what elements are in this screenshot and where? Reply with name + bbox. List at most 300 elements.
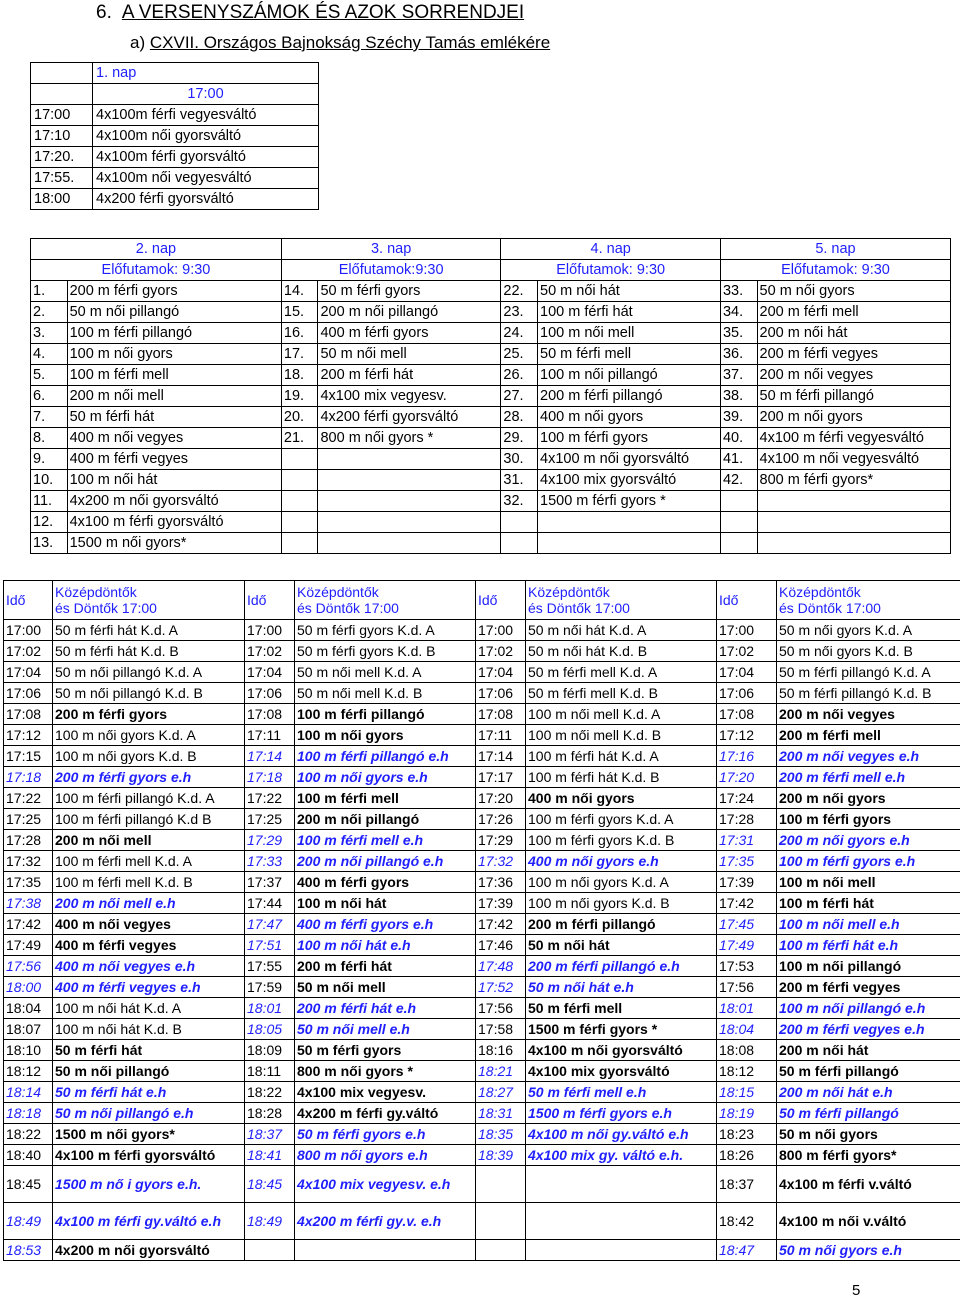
event-cell: 100 m férfi pillangó <box>295 704 476 725</box>
event-name: 4x100 m női gyorsváltó <box>538 449 721 470</box>
time-cell: 17:33 <box>245 851 295 872</box>
event-name: 4x100 mix gyorsváltó <box>538 470 721 491</box>
event-cell: 1500 m nő i gyors e.h. <box>53 1166 245 1203</box>
event-number <box>281 470 318 491</box>
event-cell: 50 m női mell <box>295 977 476 998</box>
event-number: 7. <box>31 407 68 428</box>
prelims-sub-row <box>31 260 951 281</box>
time-cell: 18:09 <box>245 1040 295 1061</box>
time-cell: 17:42 <box>717 893 777 914</box>
table-row <box>4 746 960 767</box>
section-heading <box>96 2 524 24</box>
time-cell: 17:10 <box>31 126 93 147</box>
event-cell: 1500 m férfi gyors e.h <box>526 1103 717 1124</box>
event-name: 100 m női hát <box>67 470 281 491</box>
event-number: 36. <box>720 344 757 365</box>
time-cell: 17:56 <box>4 956 53 977</box>
time-cell: 18:37 <box>717 1166 777 1203</box>
time-header: Idő <box>476 581 526 620</box>
time-cell: 17:42 <box>476 914 526 935</box>
time-cell: 18:04 <box>4 998 53 1019</box>
time-cell: 18:04 <box>717 1019 777 1040</box>
event-name: 200 m férfi pillangó <box>538 386 721 407</box>
time-cell: 18:53 <box>4 1240 53 1261</box>
time-cell: 18:31 <box>476 1103 526 1124</box>
time-cell: 18:15 <box>717 1082 777 1103</box>
event-cell: 200 m férfi mell <box>777 725 960 746</box>
heats-time: Előfutamok: 9:30 <box>720 260 950 281</box>
day1-start-time: 17:00 <box>93 84 319 105</box>
event-cell: 50 m női mell K.d. B <box>295 683 476 704</box>
table-row <box>31 126 319 147</box>
time-cell: 18:42 <box>717 1203 777 1240</box>
table-row <box>31 470 951 491</box>
event-cell: 50 m női gyors K.d. B <box>777 641 960 662</box>
event-cell: 100 m férfi gyors K.d. A <box>526 809 717 830</box>
event-cell: 200 m női gyors e.h <box>777 830 960 851</box>
time-cell: 17:55 <box>245 956 295 977</box>
event-cell: 4x100m férfi gyorsváltó <box>93 147 319 168</box>
event-number: 25. <box>501 344 538 365</box>
event-cell: 50 m férfi gyors K.d. B <box>295 641 476 662</box>
time-cell: 18:12 <box>4 1061 53 1082</box>
event-name <box>318 449 501 470</box>
event-name: 100 m férfi mell <box>67 365 281 386</box>
time-cell: 18:35 <box>476 1124 526 1145</box>
time-cell: 17:17 <box>476 767 526 788</box>
time-cell: 18:01 <box>245 998 295 1019</box>
table-row <box>31 407 951 428</box>
event-cell: 4x100 m női gy.váltó e.h <box>526 1124 717 1145</box>
event-cell: 50 m férfi pillangó K.d. B <box>777 683 960 704</box>
time-cell: 17:53 <box>717 956 777 977</box>
time-cell: 18:00 <box>31 189 93 210</box>
time-cell: 18:23 <box>717 1124 777 1145</box>
event-name: 50 m női pillangó <box>67 302 281 323</box>
event-cell: 4x100 m férfi v.váltó <box>777 1166 960 1203</box>
time-cell: 18:45 <box>245 1166 295 1203</box>
table-row <box>4 977 960 998</box>
event-cell: 100 m női hát e.h <box>295 935 476 956</box>
time-cell: 18:05 <box>245 1019 295 1040</box>
time-cell: 17:31 <box>717 830 777 851</box>
event-name: 50 m férfi gyors <box>318 281 501 302</box>
time-cell: 17:44 <box>245 893 295 914</box>
time-cell: 18:45 <box>4 1166 53 1203</box>
time-cell: 17:00 <box>4 620 53 641</box>
event-cell: 100 m női hát K.d. B <box>53 1019 245 1040</box>
event-cell: 100 m férfi pillangó K.d. A <box>53 788 245 809</box>
time-cell: 17:06 <box>245 683 295 704</box>
event-cell: 100 m női gyors K.d. A <box>526 872 717 893</box>
time-cell: 17:24 <box>717 788 777 809</box>
event-cell: 4x200 férfi gyorsváltó <box>93 189 319 210</box>
event-number: 3. <box>31 323 68 344</box>
section-title: A VERSENYSZÁMOK ÉS AZOK SORRENDJEI <box>121 2 525 23</box>
table-row <box>4 1040 960 1061</box>
event-name: 4x200 férfi gyorsváltó <box>318 407 501 428</box>
time-cell: 17:12 <box>717 725 777 746</box>
event-name <box>318 491 501 512</box>
table-row <box>4 683 960 704</box>
event-number: 34. <box>720 302 757 323</box>
event-number <box>501 512 538 533</box>
event-number: 13. <box>31 533 68 554</box>
table-row <box>4 1103 960 1124</box>
event-cell: 4x100 mix vegyesv. <box>295 1082 476 1103</box>
event-cell: 50 m férfi mell <box>526 998 717 1019</box>
event-cell: 50 m női pillangó K.d. A <box>53 662 245 683</box>
time-cell: 17:29 <box>245 830 295 851</box>
table-row <box>31 491 951 512</box>
table-row <box>31 533 951 554</box>
event-cell: 400 m női gyors <box>526 788 717 809</box>
event-cell: 100 m férfi pillangó e.h <box>295 746 476 767</box>
event-cell: 50 m férfi hát e.h <box>53 1082 245 1103</box>
event-cell: 100 m férfi hát <box>777 893 960 914</box>
event-cell: 100 m női hát <box>295 893 476 914</box>
event-name <box>318 512 501 533</box>
time-cell: 18:28 <box>245 1103 295 1124</box>
table-row <box>4 872 960 893</box>
event-name: 100 m női mell <box>538 323 721 344</box>
event-number: 35. <box>720 323 757 344</box>
event-cell: 200 m férfi hát <box>295 956 476 977</box>
event-name: 4x100 m férfi gyorsváltó <box>67 512 281 533</box>
table-row <box>31 105 319 126</box>
table-row <box>31 168 319 189</box>
time-cell: 18:00 <box>4 977 53 998</box>
session-header-line2: és Döntők 17:00 <box>297 600 399 616</box>
event-name: 400 m férfi vegyes <box>67 449 281 470</box>
table-row <box>4 1203 960 1240</box>
table-row <box>4 788 960 809</box>
session-header <box>53 581 245 620</box>
day-title: 2. nap <box>31 239 282 260</box>
time-cell: 17:39 <box>717 872 777 893</box>
event-number: 32. <box>501 491 538 512</box>
event-cell: 100 m férfi hát K.d. A <box>526 746 717 767</box>
event-number: 1. <box>31 281 68 302</box>
time-cell: 17:08 <box>717 704 777 725</box>
event-cell: 400 m női vegyes e.h <box>53 956 245 977</box>
time-cell <box>476 1166 526 1203</box>
finals-rows <box>4 620 960 1261</box>
event-cell: 100 m női pillangó e.h <box>777 998 960 1019</box>
event-cell: 4x100 m női v.váltó <box>777 1203 960 1240</box>
time-cell: 17:18 <box>4 767 53 788</box>
event-number: 17. <box>281 344 318 365</box>
event-cell: 50 m férfi pillangó <box>777 1103 960 1124</box>
event-name: 100 m férfi pillangó <box>67 323 281 344</box>
prelims-rows <box>31 281 951 554</box>
event-cell: 200 m női mell <box>53 830 245 851</box>
event-cell: 200 m férfi gyors <box>53 704 245 725</box>
event-cell: 100 m női hát K.d. A <box>53 998 245 1019</box>
event-number: 39. <box>720 407 757 428</box>
time-cell: 18:11 <box>245 1061 295 1082</box>
event-cell: 100 m női gyors K.d. B <box>53 746 245 767</box>
time-cell: 17:04 <box>476 662 526 683</box>
time-cell: 17:26 <box>476 809 526 830</box>
event-name: 100 m férfi gyors <box>538 428 721 449</box>
event-name: 100 m férfi hát <box>538 302 721 323</box>
time-cell: 17:06 <box>476 683 526 704</box>
time-cell: 17:35 <box>717 851 777 872</box>
table-row <box>4 1019 960 1040</box>
time-cell <box>476 1240 526 1261</box>
time-cell: 17:20. <box>31 147 93 168</box>
event-cell: 100 m női gyors K.d. A <box>53 725 245 746</box>
time-header: Idő <box>4 581 53 620</box>
event-number: 26. <box>501 365 538 386</box>
table-row <box>4 851 960 872</box>
time-cell: 17:04 <box>245 662 295 683</box>
event-cell <box>526 1203 717 1240</box>
event-name <box>318 470 501 491</box>
table-row <box>31 323 951 344</box>
event-name: 200 m férfi gyors <box>67 281 281 302</box>
time-cell: 17:56 <box>476 998 526 1019</box>
time-cell: 17:35 <box>4 872 53 893</box>
time-cell: 18:40 <box>4 1145 53 1166</box>
event-number <box>281 533 318 554</box>
day-title: 3. nap <box>281 239 501 260</box>
day-title: 5. nap <box>720 239 950 260</box>
event-cell: 100 m férfi mell K.d. A <box>53 851 245 872</box>
event-cell: 200 m férfi hát e.h <box>295 998 476 1019</box>
time-cell: 18:49 <box>245 1203 295 1240</box>
table-row <box>4 767 960 788</box>
table-row <box>31 428 951 449</box>
time-cell: 17:45 <box>717 914 777 935</box>
session-header <box>526 581 717 620</box>
event-name: 1500 m férfi gyors * <box>538 491 721 512</box>
event-cell: 400 m férfi vegyes e.h <box>53 977 245 998</box>
event-number: 31. <box>501 470 538 491</box>
event-cell: 100 m női gyors K.d. B <box>526 893 717 914</box>
session-header <box>777 581 960 620</box>
event-name <box>538 512 721 533</box>
heats-time: Előfutamok:9:30 <box>281 260 501 281</box>
time-cell: 17:20 <box>717 767 777 788</box>
session-header-line2: és Döntők 17:00 <box>528 600 630 616</box>
event-cell: 50 m női pillangó K.d. B <box>53 683 245 704</box>
time-cell: 17:02 <box>476 641 526 662</box>
event-cell: 4x100m női vegyesváltó <box>93 168 319 189</box>
event-cell: 100 m férfi gyors e.h <box>777 851 960 872</box>
time-cell: 17:11 <box>476 725 526 746</box>
time-cell: 18:07 <box>4 1019 53 1040</box>
event-name: 200 m női gyors <box>757 407 950 428</box>
event-cell: 50 m férfi pillangó K.d. A <box>777 662 960 683</box>
event-cell: 50 m női gyors <box>777 1124 960 1145</box>
table-row <box>4 956 960 977</box>
time-cell: 18:18 <box>4 1103 53 1124</box>
event-cell: 800 m férfi gyors* <box>777 1145 960 1166</box>
event-cell: 100 m női pillangó <box>777 956 960 977</box>
subsection-number: a) <box>130 33 146 52</box>
time-cell: 17:49 <box>4 935 53 956</box>
time-cell: 18:27 <box>476 1082 526 1103</box>
time-cell: 18:39 <box>476 1145 526 1166</box>
event-number: 29. <box>501 428 538 449</box>
event-cell: 50 m férfi hát <box>53 1040 245 1061</box>
event-cell: 50 m női gyors e.h <box>777 1240 960 1261</box>
event-cell: 50 m női pillangó e.h <box>53 1103 245 1124</box>
event-number: 27. <box>501 386 538 407</box>
event-cell: 50 m férfi gyors <box>295 1040 476 1061</box>
event-cell: 50 m női hát K.d. B <box>526 641 717 662</box>
time-cell: 17:55. <box>31 168 93 189</box>
event-cell: 50 m férfi gyors K.d. A <box>295 620 476 641</box>
event-name <box>318 533 501 554</box>
time-cell: 17:08 <box>4 704 53 725</box>
table-row <box>4 1145 960 1166</box>
time-cell: 18:22 <box>245 1082 295 1103</box>
event-number <box>720 533 757 554</box>
event-cell: 200 m női pillangó <box>295 809 476 830</box>
time-cell: 17:42 <box>4 914 53 935</box>
event-cell: 200 m férfi pillangó e.h <box>526 956 717 977</box>
event-cell: 100 m férfi gyors K.d. B <box>526 830 717 851</box>
event-cell: 4x100 m férfi gyorsváltó <box>53 1145 245 1166</box>
session-header-line2: és Döntők 17:00 <box>779 600 881 616</box>
time-cell: 17:11 <box>245 725 295 746</box>
event-number: 41. <box>720 449 757 470</box>
event-cell: 200 m női hát <box>777 1040 960 1061</box>
time-cell: 17:22 <box>4 788 53 809</box>
event-number: 21. <box>281 428 318 449</box>
session-header-line1: Középdöntők <box>779 584 861 600</box>
table-row <box>31 189 319 210</box>
event-cell <box>526 1240 717 1261</box>
event-name: 200 m női hát <box>757 323 950 344</box>
table-row <box>4 1240 960 1261</box>
event-name: 400 m férfi gyors <box>318 323 501 344</box>
event-name: 200 m férfi vegyes <box>757 344 950 365</box>
session-header <box>295 581 476 620</box>
event-cell: 4x100 mix vegyesv. e.h <box>295 1166 476 1203</box>
event-cell: 100 m női mell K.d. B <box>526 725 717 746</box>
event-name: 4x200 m női gyorsváltó <box>67 491 281 512</box>
session-header-line2: és Döntők 17:00 <box>55 600 157 616</box>
time-cell: 17:38 <box>4 893 53 914</box>
event-cell: 50 m női pillangó <box>53 1061 245 1082</box>
event-name: 50 m férfi hát <box>67 407 281 428</box>
table-row <box>31 512 951 533</box>
event-cell: 200 m férfi vegyes <box>777 977 960 998</box>
event-number: 22. <box>501 281 538 302</box>
time-cell: 17:14 <box>245 746 295 767</box>
event-name: 200 m férfi hát <box>318 365 501 386</box>
time-cell: 17:14 <box>476 746 526 767</box>
heats-time: Előfutamok: 9:30 <box>501 260 721 281</box>
event-number: 30. <box>501 449 538 470</box>
event-cell: 50 m férfi mell e.h <box>526 1082 717 1103</box>
time-cell: 17:48 <box>476 956 526 977</box>
event-cell: 1500 m férfi gyors * <box>526 1019 717 1040</box>
time-cell: 17:02 <box>245 641 295 662</box>
event-number: 40. <box>720 428 757 449</box>
time-cell: 17:29 <box>476 830 526 851</box>
event-cell: 4x100 m férfi gy.váltó e.h <box>53 1203 245 1240</box>
event-cell <box>526 1166 717 1203</box>
time-cell: 17:00 <box>245 620 295 641</box>
event-name: 800 m női gyors * <box>318 428 501 449</box>
time-cell: 17:22 <box>245 788 295 809</box>
time-cell: 17:15 <box>4 746 53 767</box>
time-cell: 18:10 <box>4 1040 53 1061</box>
time-cell: 18:14 <box>4 1082 53 1103</box>
time-cell: 17:28 <box>4 830 53 851</box>
event-cell: 200 m női vegyes e.h <box>777 746 960 767</box>
time-cell: 17:36 <box>476 872 526 893</box>
event-cell: 100 m férfi mell <box>295 788 476 809</box>
event-cell: 100 m női gyors <box>295 725 476 746</box>
time-cell: 18:26 <box>717 1145 777 1166</box>
event-cell: 4x100 m női gyorsváltó <box>526 1040 717 1061</box>
event-name: 50 m női hát <box>538 281 721 302</box>
section-number: 6. <box>96 2 112 23</box>
time-cell: 17:00 <box>476 620 526 641</box>
table-row <box>31 449 951 470</box>
event-cell: 1500 m női gyors* <box>53 1124 245 1145</box>
time-cell: 17:58 <box>476 1019 526 1040</box>
event-cell: 50 m női hát e.h <box>526 977 717 998</box>
time-cell: 17:56 <box>717 977 777 998</box>
table-row <box>4 662 960 683</box>
event-number: 37. <box>720 365 757 386</box>
time-cell: 17:25 <box>4 809 53 830</box>
event-cell: 50 m női hát <box>526 935 717 956</box>
session-header-line1: Középdöntők <box>297 584 379 600</box>
event-cell: 50 m férfi pillangó <box>777 1061 960 1082</box>
event-number: 12. <box>31 512 68 533</box>
table-row <box>4 809 960 830</box>
table-row <box>4 1124 960 1145</box>
day1-rows <box>31 105 319 210</box>
event-cell: 200 m női mell e.h <box>53 893 245 914</box>
event-cell: 50 m férfi mell K.d. A <box>526 662 717 683</box>
time-cell: 18:01 <box>717 998 777 1019</box>
day1-title: 1. nap <box>93 63 319 84</box>
event-cell: 200 m férfi gyors e.h <box>53 767 245 788</box>
event-cell: 50 m női mell e.h <box>295 1019 476 1040</box>
event-number: 14. <box>281 281 318 302</box>
table-row <box>4 998 960 1019</box>
time-cell: 17:32 <box>476 851 526 872</box>
event-name: 200 m női vegyes <box>757 365 950 386</box>
event-cell: 200 m férfi pillangó <box>526 914 717 935</box>
table-row <box>31 344 951 365</box>
event-cell: 100 m férfi hát K.d. B <box>526 767 717 788</box>
event-number <box>281 491 318 512</box>
event-number: 4. <box>31 344 68 365</box>
time-cell: 17:02 <box>4 641 53 662</box>
time-cell: 17:49 <box>717 935 777 956</box>
time-cell: 17:28 <box>717 809 777 830</box>
session-header-line1: Középdöntők <box>528 584 610 600</box>
event-cell: 200 m női gyors <box>777 788 960 809</box>
day1-table <box>30 62 319 210</box>
event-cell: 100 m női mell K.d. A <box>526 704 717 725</box>
time-cell: 17:12 <box>4 725 53 746</box>
time-cell <box>476 1203 526 1240</box>
time-cell <box>245 1240 295 1261</box>
event-cell: 400 m férfi gyors e.h <box>295 914 476 935</box>
table-row <box>4 1082 960 1103</box>
